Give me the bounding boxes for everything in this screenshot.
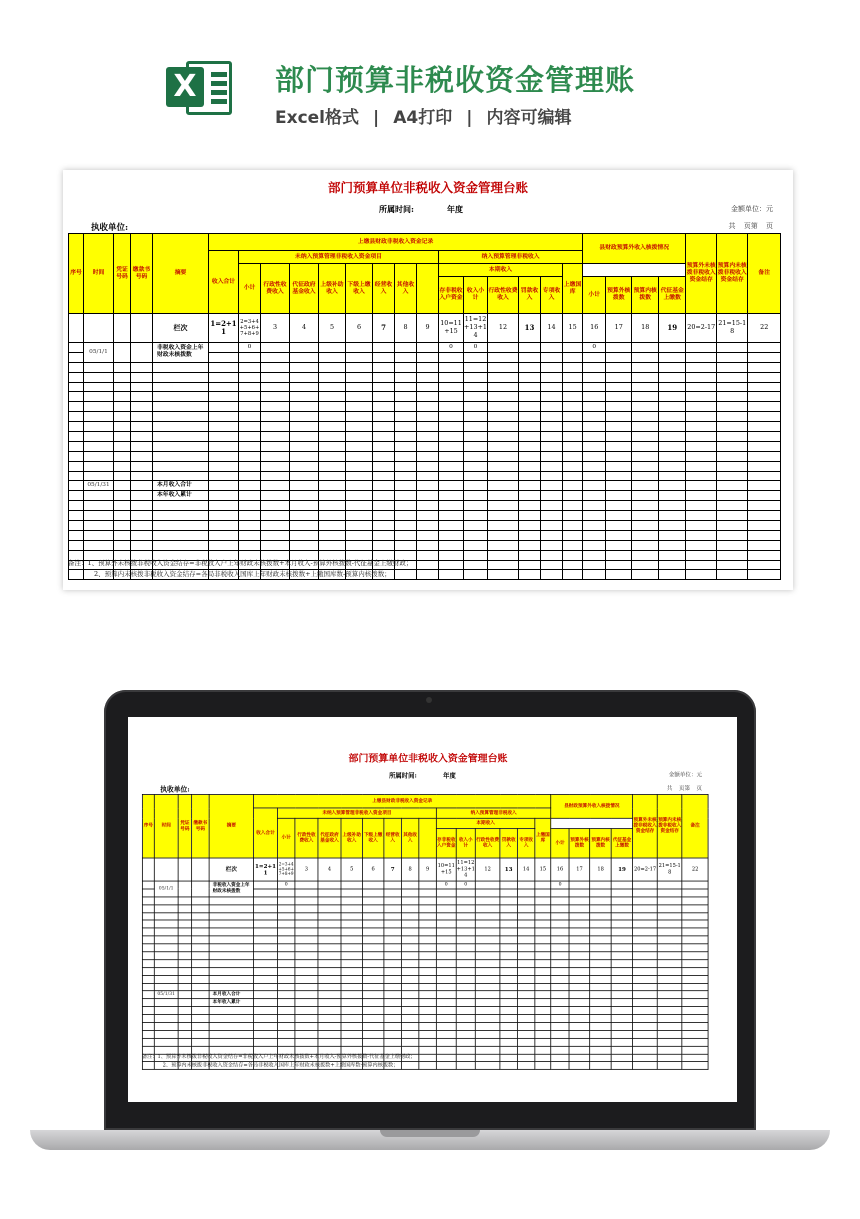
note-1: 备注：1、预算外未核拨非税收入资金结存=非税收入户上年财政未核拨数+本月收入-预算外核拨数-代征基金上缴财政；: [68, 559, 413, 567]
table-row: [69, 530, 781, 540]
table-row-year: [142, 999, 708, 1007]
index-cell: 15: [535, 858, 551, 881]
sheet-title: 部门预算单位非税收入资金管理台账: [348, 751, 508, 764]
table-row: [142, 1038, 708, 1046]
row-summary: 本年收入累计: [209, 999, 253, 1007]
table-row: [142, 905, 708, 913]
laptop-screen: [128, 717, 737, 1102]
table-row: [69, 540, 781, 550]
table-row: [142, 967, 708, 975]
row-summary: 非税收入资金上年财政未核拨数: [209, 881, 253, 897]
table-row: [69, 451, 781, 461]
row-value: 0: [439, 343, 464, 353]
col-treasury: 上缴国库: [563, 264, 583, 314]
col-deposit-nontax: 存非税收入户资金: [439, 277, 464, 314]
index-cell: 8: [395, 314, 417, 343]
col-fund-collect: 代征政府基金收入: [290, 264, 319, 314]
col-remark: 备注: [748, 234, 781, 314]
index-cell: 13: [500, 858, 517, 881]
laptop-base: [30, 1130, 830, 1150]
index-cell: 8: [401, 858, 418, 881]
col-income-subtotal: 收入小计: [464, 277, 488, 314]
col-special: 专项收入: [541, 277, 563, 314]
col-time: 时间: [84, 234, 114, 314]
sheet-notes: [142, 1052, 416, 1069]
col-extra-balance: 预算外未核拨非税收入资金结存: [633, 794, 658, 858]
row-value: 0: [583, 343, 606, 353]
index-row: [69, 314, 781, 343]
index-cell: 22: [748, 314, 781, 343]
col-summary: 摘要: [209, 794, 253, 858]
index-cell: 10=11+15: [439, 314, 464, 343]
page-counter: 共 页第 页: [666, 785, 703, 792]
table-row: [69, 412, 781, 422]
row-summary: 非税收入资金上年财政未核拨数: [153, 343, 209, 363]
col-income-total: 收入合计: [209, 251, 239, 314]
page-counter: 共 页第 页: [728, 222, 773, 230]
camera-icon: [426, 697, 432, 703]
year-label: 年度: [443, 771, 456, 779]
col-operating: 经营收入: [373, 264, 395, 314]
feature-editable: 内容可编辑: [486, 108, 572, 128]
feature-print: A4打印: [393, 108, 453, 128]
note-2: 2、预算内未核拨非税收入资金结存=各局非税收入国库上年财政未核拨数+上缴国库数-预算内核拨数；: [94, 570, 391, 578]
index-cell: 16: [551, 858, 569, 881]
index-row: [142, 858, 708, 881]
table-row: [142, 936, 708, 944]
laptop-notch: [380, 1130, 480, 1137]
col-seq: 序号: [69, 234, 84, 314]
index-cell: 1=2+11: [254, 858, 278, 881]
group-county: 上缴县财政非税收入资金记录: [209, 234, 583, 251]
col-subtotal: 小计: [277, 818, 294, 858]
index-cell: 4: [318, 858, 341, 881]
table-row: [142, 928, 708, 936]
index-cell: 17: [606, 314, 632, 343]
index-cell: 9: [419, 858, 436, 881]
group-county: 上缴县财政非税收入资金记录: [254, 794, 551, 808]
col-intra-balance: 预算内未核拨非税收入资金结存: [717, 234, 748, 314]
feature-line: [275, 103, 571, 128]
index-cell: 3: [295, 858, 318, 881]
sheet-preview-laptop: [138, 744, 718, 1078]
col-payment: 缴款书号码: [192, 794, 209, 858]
table-row: [69, 511, 781, 521]
col-extra-balance: 预算外未核拨非税收入资金结存: [686, 234, 717, 314]
table-row-carry: [69, 343, 781, 353]
col-time: 时间: [154, 794, 178, 858]
index-cell: 20=2-17: [633, 858, 658, 881]
col-intra-verify: 预算内核拨数: [632, 277, 659, 314]
row-value: 0: [436, 881, 456, 889]
unit-label: 金额单位：元: [668, 771, 703, 779]
index-label: 栏次: [209, 858, 253, 881]
table-row: [142, 1030, 708, 1038]
index-cell: 7: [384, 858, 401, 881]
ledger-table: [142, 794, 709, 1070]
row-date: 05/1/31: [84, 481, 114, 491]
col-superior-sub: 上级补助收入: [319, 264, 346, 314]
table-row: [142, 983, 708, 991]
table-row: [69, 501, 781, 511]
index-cell: 16: [583, 314, 606, 343]
group-current: 本期收入: [436, 818, 535, 828]
ledger-sheet-laptop: [138, 744, 718, 1078]
row-value: 0: [456, 881, 475, 889]
col-extra-verify: 预算外核拨数: [569, 829, 590, 858]
table-row: [69, 362, 781, 372]
page-title: 部门预算非税收资金管理账: [275, 63, 636, 97]
exec-unit-label: 执收单位:: [91, 223, 129, 233]
index-cell: 2=3+4+5+6+7+8+9: [277, 858, 294, 881]
ledger-table: [68, 233, 781, 580]
note-1: 备注：1、预算外未核拨非税收入资金结存=非税收入户上年财政未核拨数+本月收入-预算外核拨数-代征基金上缴财政；: [141, 1053, 416, 1060]
col-blank: [419, 818, 436, 858]
group-not-in: 未纳入预算管理非税收入资金项目: [239, 251, 439, 264]
col-remark: 备注: [682, 794, 708, 858]
exec-unit-label: 执收单位:: [160, 786, 190, 795]
col-intra-balance: 预算内未核拨非税收入资金结存: [657, 794, 682, 858]
sheet-notes: [68, 558, 412, 580]
row-summary: 本年收入累计: [153, 491, 209, 501]
col-fines: 罚款收入: [500, 829, 517, 858]
col-blank: [417, 264, 439, 314]
excel-logo-icon: [166, 57, 234, 117]
ledger-sheet: [63, 170, 793, 590]
unit-label: 金额单位：元: [731, 205, 773, 213]
feature-separator: |: [466, 108, 473, 128]
col-fund-remit: 代征基金上缴数: [611, 829, 632, 858]
index-cell: 5: [319, 314, 346, 343]
col-summary: 摘要: [153, 234, 209, 314]
col-fines: 罚款收入: [519, 277, 541, 314]
index-cell: 2=3+4+5+6+7+8+9: [239, 314, 261, 343]
index-cell: 10=11+15: [436, 858, 456, 881]
col-intra-verify: 预算内核拨数: [590, 829, 611, 858]
col-verify-subtotal: 小计: [551, 829, 569, 858]
feature-separator: |: [373, 108, 380, 128]
row-value: 0: [239, 343, 261, 353]
table-row-carry: [142, 881, 708, 889]
col-fund-collect: 代征政府基金收入: [318, 818, 341, 858]
table-row: [69, 382, 781, 392]
excel-logo-letter: X: [166, 67, 204, 107]
col-treasury: 上缴国库: [535, 818, 551, 858]
col-admin-fee: 行政性收费收入: [295, 818, 318, 858]
feature-format: Excel格式: [275, 108, 360, 128]
col-superior-sub: 上级补助收入: [341, 818, 362, 858]
sheet-title: 部门预算单位非税收入资金管理台账: [327, 180, 528, 195]
row-value: 0: [277, 881, 294, 889]
table-row: [142, 1023, 708, 1031]
index-cell: 21=15-18: [657, 858, 682, 881]
col-seq: 序号: [142, 794, 154, 858]
header-row-1: [69, 234, 781, 251]
index-cell: 5: [341, 858, 362, 881]
group-current: 本期收入: [439, 264, 563, 277]
col-lower-remit: 下级上缴收入: [362, 818, 383, 858]
row-summary: 本月收入合计: [209, 991, 253, 999]
col-fund-remit: 代征基金上缴数: [659, 277, 686, 314]
col-voucher: 凭证号码: [114, 234, 131, 314]
col-other: 其他收入: [401, 818, 418, 858]
index-cell: 3: [261, 314, 290, 343]
col-operating: 经营收入: [384, 818, 401, 858]
row-summary: 本月收入合计: [153, 481, 209, 491]
index-cell: 20=2-17: [686, 314, 717, 343]
index-cell: 12: [488, 314, 519, 343]
index-cell: 6: [346, 314, 373, 343]
table-row: [142, 975, 708, 983]
table-row: [69, 461, 781, 471]
index-cell: 22: [682, 858, 708, 881]
table-row: [142, 960, 708, 968]
table-row: [69, 471, 781, 481]
group-in: 纳入预算管理非税收入: [439, 251, 583, 264]
table-row: [69, 402, 781, 412]
year-label: 年度: [447, 204, 463, 214]
group-verify: 县财政预算外收入核拨情况: [583, 234, 686, 264]
table-row: [142, 920, 708, 928]
col-income-total: 收入合计: [254, 808, 278, 858]
sheet-preview-main: [63, 170, 793, 590]
row-date: 05/1/1: [154, 881, 178, 897]
table-row: [69, 432, 781, 442]
table-row: [142, 944, 708, 952]
index-cell: 1=2+11: [209, 314, 239, 343]
col-admin-fee-2: 行政性收费收入: [488, 277, 519, 314]
table-row: [142, 1015, 708, 1023]
table-row: [142, 897, 708, 905]
table-row: [69, 521, 781, 531]
col-income-subtotal: 收入小计: [456, 829, 475, 858]
group-in: 纳入预算管理非税收入: [436, 808, 551, 818]
row-date: 05/1/31: [154, 991, 178, 999]
table-row-year: [69, 491, 781, 501]
table-row: [142, 1007, 708, 1015]
index-cell: 18: [632, 314, 659, 343]
index-cell: 14: [517, 858, 534, 881]
col-voucher: 凭证号码: [178, 794, 192, 858]
group-verify: 县财政预算外收入核拨情况: [551, 794, 633, 818]
index-cell: 18: [590, 858, 611, 881]
index-cell: 17: [569, 858, 590, 881]
table-row: [142, 912, 708, 920]
row-date: 05/1/1: [84, 343, 114, 363]
group-not-in: 未纳入预算管理非税收入资金项目: [277, 808, 436, 818]
col-payment: 缴款书号码: [131, 234, 153, 314]
table-row: [69, 422, 781, 432]
index-cell: 11=12+13+14: [464, 314, 488, 343]
col-lower-remit: 下级上缴收入: [346, 264, 373, 314]
index-cell: 14: [541, 314, 563, 343]
col-extra-verify: 预算外核拨数: [606, 277, 632, 314]
table-row-month: [69, 481, 781, 491]
index-cell: 11=12+13+14: [456, 858, 475, 881]
index-label: 栏次: [153, 314, 209, 343]
index-cell: 15: [563, 314, 583, 343]
table-row: [69, 441, 781, 451]
index-cell: 4: [290, 314, 319, 343]
index-cell: 13: [519, 314, 541, 343]
index-cell: 21=15-18: [717, 314, 748, 343]
row-value: 0: [464, 343, 488, 353]
col-special: 专项收入: [517, 829, 534, 858]
col-other: 其他收入: [395, 264, 417, 314]
note-2: 2、预算内未核拨非税收入资金结存=各局非税收入国库上年财政未核拨数+上缴国库数-预算内核拨数；: [162, 1061, 399, 1069]
index-cell: 6: [362, 858, 383, 881]
index-cell: 9: [417, 314, 439, 343]
table-row: [69, 392, 781, 402]
table-row: [142, 952, 708, 960]
col-subtotal: 小计: [239, 264, 261, 314]
row-value: 0: [551, 881, 569, 889]
col-deposit-nontax: 存非税收入户资金: [436, 829, 456, 858]
table-row-month: [142, 991, 708, 999]
col-admin-fee-2: 行政性收费收入: [475, 829, 500, 858]
period-label: 所属时间:: [379, 204, 414, 214]
index-cell: 19: [659, 314, 686, 343]
header-row-1: [142, 794, 708, 808]
table-row: [69, 372, 781, 382]
col-admin-fee: 行政性收费收入: [261, 264, 290, 314]
col-verify-subtotal: 小计: [583, 277, 606, 314]
period-label: 所属时间:: [389, 771, 417, 779]
index-cell: 7: [373, 314, 395, 343]
index-cell: 12: [475, 858, 500, 881]
index-cell: 19: [611, 858, 632, 881]
